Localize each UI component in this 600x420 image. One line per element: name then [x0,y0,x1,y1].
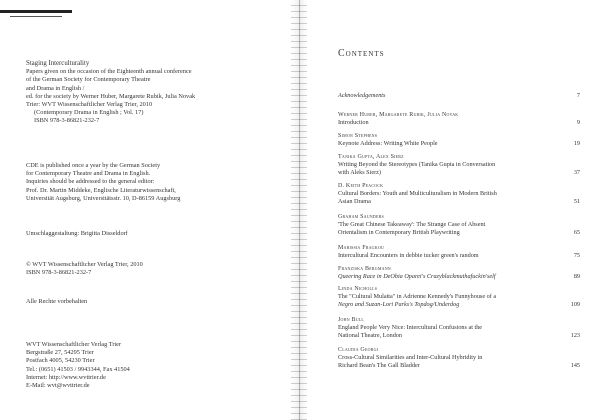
toc-entry[interactable] [338,182,580,206]
publication-line: CDE is published once a year by the German Society [26,162,161,169]
toc-title-line: Keynote Address: Writing White People [338,140,438,147]
toc-author: Werner Huber, Margarete Rubik, Julia Novak [338,112,459,118]
cip-line: ed. for the society by Werner Huber, Margarete Rubik, Julia Novak [26,92,196,100]
toc-title-line: England People Very Nice: Intercultural Confusions at the [338,324,483,331]
toc-page-number: 123 [570,332,580,339]
publication-line: Inquiries should be addressed to the general editor: [26,178,155,186]
publisher-address [26,341,281,390]
toc-page-number: 51 [573,198,580,205]
toc-entry[interactable] [338,285,580,309]
cip-block [26,60,281,126]
cip-line: and Drama in English / [26,84,85,92]
cover-credit-text: Umschlaggestaltung: Brigitta Disseldorf [26,230,128,237]
toc-author: D. Keith Peacock [338,183,384,189]
left-page [0,0,290,420]
toc-entry[interactable] [338,346,580,370]
copyright-block [26,261,281,277]
toc-author: Simon Stephens [338,133,378,139]
toc-author: John Bull [338,317,365,323]
toc-entry[interactable] [338,111,580,127]
gutter-line [299,0,300,420]
cover-credit [26,230,281,238]
cip-line: ISBN 978-3-86821-232-7 [34,117,100,125]
toc-page-number: 145 [570,362,580,369]
toc-page-number: 75 [573,252,580,259]
toc-author: Graham Saunders [338,214,384,220]
toc-page-number: 7 [576,92,580,99]
toc-title-line: The "Cultural Mulatta" in Adrienne Kennedy's Funnyhouse of a [338,293,497,300]
address-line: Postfach 4005, 54230 Trier [26,357,95,365]
toc-entry[interactable] [338,92,580,100]
cip-line: Papers given on the occasion of the Eighteenth annual conference [26,68,192,76]
toc-author: Franziska Bergmann [338,266,391,272]
toc-title-line: Negro and Suzan-Lori Parks's Topdog/Underdog [338,301,460,308]
toc-entry[interactable] [338,153,580,177]
toc-page-number: 109 [570,301,580,308]
toc-page-number: 9 [576,119,580,126]
cip-line: of the German Society for Contemporary Theatre [26,76,151,84]
toc-title-line: Writing Beyond the Stereotypes (Tanika Gupta in Conversation [338,161,496,168]
toc-title-line: Cultural Borders: Youth and Multiculturalism in Modern British [338,190,497,197]
toc-author: Claudia Georgi [338,347,379,353]
toc-title-line: with Aleks Sierz) [338,169,381,176]
toc-title-line: 'The Great Chinese Takeaway': The Strange Case of Absent [338,221,486,228]
toc-title-line: Acknowledgements [338,92,386,99]
toc-title-line: Asian Drama [338,198,371,205]
toc-author: Tanika Gupta, Alex Sierz [338,154,404,160]
toc-title-line: Intercultural Encounters in debbie tucker green's random [338,252,479,259]
toc-title-line: Cross-Cultural Similarities and Inter-Cultural Hybridity in [338,354,483,361]
copyright-line: © WVT Wissenschaftlicher Verlag Trier, 2010 [26,261,143,268]
rights-text: Alle Rechte vorbehalten [26,298,88,305]
toc-title-line: Richard Bean's The Gall Bladder [338,362,420,369]
toc-entry[interactable] [338,244,580,260]
cip-line: Trier: WVT Wissenschaftlicher Verlag Trier, 2010 [26,101,153,109]
toc-author: Linda Nicholls [338,286,378,292]
address-line: Tel.: (0651) 41503 / 9943344, Fax 41504 [26,365,130,373]
toc-title-line: Orientalism in Contemporary British Playwriting [338,229,460,236]
right-page [310,0,600,420]
toc-title-line: National Theatre, London [338,332,402,339]
address-line: Internet: http://www.wvttrier.de [26,373,106,381]
contents-heading: Contents [338,48,385,59]
publication-line: for Contemporary Theatre and Drama in English. [26,170,151,178]
address-line: WVT Wissenschaftlicher Verlag Trier [26,341,122,348]
toc-page-number: 19 [573,140,580,147]
toc-page-number: 65 [573,229,580,236]
toc-page-number: 37 [573,169,580,176]
cip-line: (Contemporary Drama in English ; Vol. 17) [34,109,144,117]
publication-line: Universität Augsburg, Universitätsstr. 10, D-86159 Augsburg [26,194,181,202]
toc-entry[interactable] [338,316,580,340]
toc-entry[interactable] [338,265,580,281]
rights-block [26,298,281,306]
toc-entry[interactable] [338,132,580,148]
isbn-line: ISBN 978-3-86821-232-7 [26,269,92,277]
cip-title: Staging Interculturality [26,60,90,67]
address-line: E-Mail: wvt@wvttrier.de [26,382,90,390]
toc-page-number: 89 [573,273,580,280]
publication-note [26,162,281,203]
toc-entry[interactable] [338,213,580,237]
publication-line: Prof. Dr. Martin Middeke, Englische Literaturwissenschaft, [26,186,176,194]
address-line: Bergstraße 27, 54295 Trier [26,349,94,357]
toc-title-line: Introduction [338,119,369,126]
toc-author: Marissia Fragkou [338,245,385,251]
toc-title-line: Queering Race in DeObia Oparei's Crazyblackmuthafuckin'self [338,273,496,280]
